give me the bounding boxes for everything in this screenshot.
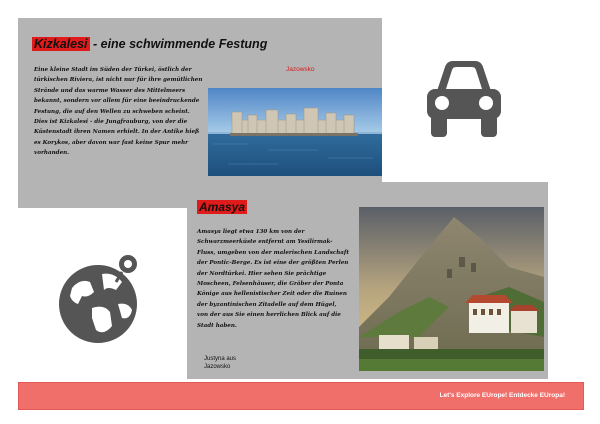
kizkalesi-text: Eine kleine Stadt im Süden der Türkei, östlich der türkischen Riviera, ist nicht nur für ihre gemütlichen Strände und das warme Wasser des Mittelmeers bekannt, sondern vor allem für eine beeindruckende Festung, die auf den Wellen zu schweben scheint. Dies ist Kizkalesi - die Jungfrauburg, von der die Küstenstadt ihren Namen erhielt. In der Antike hieß es Korykos, aber davon war fast keine Spur mehr vorhanden. xyxy=(34,67,203,157)
castle-photo xyxy=(208,88,382,176)
amasya-title-highlight: Amasya xyxy=(199,200,246,214)
kizkalesi-title-rest: - eine schwimmende Festung xyxy=(89,37,268,51)
globe-icon xyxy=(52,252,148,348)
footer-bar xyxy=(18,382,584,410)
footer-slogan: Let's Explore EUrope! Entdecke EUropa! xyxy=(439,392,565,399)
kizkalesi-title-highlight: Kizkalesi xyxy=(34,37,88,51)
amasya-title xyxy=(197,200,247,214)
amasya-photo xyxy=(359,207,544,371)
kizkalesi-photo-credit: Jazowsko xyxy=(286,66,315,73)
amasya-credit-line2: Jazowsko xyxy=(204,364,231,370)
amasya-credit xyxy=(204,355,236,371)
kizkalesi-panel xyxy=(18,18,382,208)
amasya-panel xyxy=(187,182,548,379)
kizkalesi-title xyxy=(32,37,267,51)
car-icon xyxy=(419,57,509,141)
amasya-text: Amasya liegt etwa 130 km von der Schwarzmeerküste entfernt am Yesilirmak-Fluss, umgeben von der malerischen Landschaft der Pontic-Berge. Es ist eine der größten Perlen der Nordtürkei. Hier sehen Sie prächtige Moscheen, Felsenhäuser, die Gräber der Ponta Könige aus hellenistischer Zeit oder die Ruinen der byzantinischen Zitadelle auf dem Hügel, von der aus Sie einen herrlichen Blick auf die Stadt haben. xyxy=(197,229,349,329)
amasya-credit-line1: Justyna aus xyxy=(204,356,237,362)
